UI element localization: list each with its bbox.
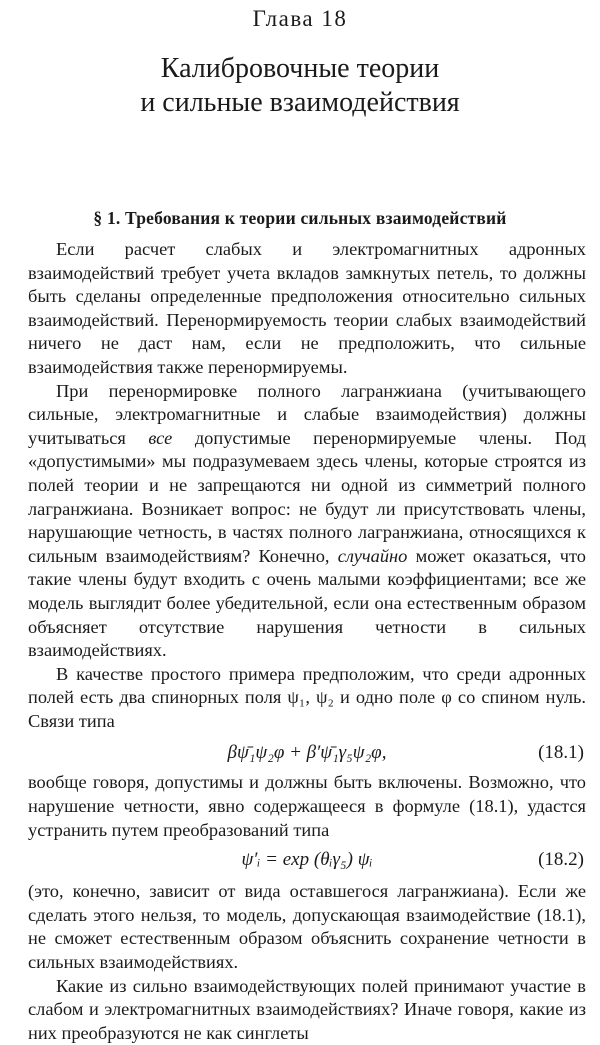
- equation-18-1: [28, 741, 586, 767]
- equation-18-1-expression: βψ̄₁ψ₂φ + β′ψ̄₁γ₅ψ₂φ,: [227, 742, 387, 764]
- equation-18-2: [28, 848, 586, 874]
- section-heading: § 1. Требования к теории сильных взаимодействий: [93, 208, 507, 228]
- paragraph-5: (это, конечно, зависит от вида оставшегося лагранжиана). Если же сделать этого нельзя, то модель, допускающая взаимодействие (18.1), не сможет естественным образом объяснить сохранение четности в сильных взаимодействиях.: [28, 881, 586, 973]
- chapter-title-line-1: Калибровочные теории: [160, 53, 440, 84]
- paragraph-4: вообще говоря, допустимы и должны быть включены. Возможно, что нарушение четности, явно содержащееся в формуле (18.1), удастся устранить путем преобразований типа: [28, 772, 586, 840]
- chapter-heading: Глава 18: [252, 6, 348, 31]
- equation-18-2-expression: ψ′ᵢ = exp (θᵢγ₅) ψᵢ: [241, 849, 373, 871]
- equation-18-2-number: (18.2): [538, 849, 584, 871]
- chapter-title-line-2: и сильные взаимодействия: [140, 87, 460, 118]
- paragraph-3: В качестве простого примера предположим, что среди адронных полей есть два спинорных поля ψ₁, ψ₂ и одно поле φ со спином нуль. Связи типа: [28, 663, 586, 731]
- body-text: [28, 238, 586, 1045]
- equation-18-1-number: (18.1): [538, 742, 584, 764]
- paragraph-2: При перенормировке полного лагранжиана (учитывающего сильные, электромагнитные и слабые взаимодействия) должны учитываться все допустимые перенормируемые члены. Под «допустимыми» мы подразумеваем здесь члены, которые строятся из полей теории и не запрещаются ни одной из симметрий полного лагранжиана. Возникает вопрос: не будут ли присутствовать члены, нарушающие четность, в частях полного лагранжиана, относящихся к сильным взаимодействиям? Конечно, случайно может оказаться, что такие члены будут входить с очень малыми коэффициентами; все же модель выглядит более убедительной, если она естественным образом объясняет отсутствие нарушения четности в сильных взаимодействиях.: [28, 380, 586, 661]
- emphasis-accidentally: случайно: [337, 545, 408, 566]
- paragraph-6: Какие из сильно взаимодействующих полей принимают участие в слабом и электромагнитных взаимодействиях? Иначе говоря, какие из них преобразуются не как синглеты: [28, 975, 586, 1043]
- emphasis-all: все: [148, 427, 173, 448]
- paragraph-1: Если расчет слабых и электромагнитных адронных взаимодействий требует учета вкладов замкнутых петель, то должны быть сделаны определенные предположения относительно сильных взаимодействий. Перенормируемость теории слабых взаимодействий ничего не даст нам, если не предположить, что сильные взаимодействия также перенормируемы.: [28, 239, 586, 377]
- chapter-title: [0, 52, 600, 120]
